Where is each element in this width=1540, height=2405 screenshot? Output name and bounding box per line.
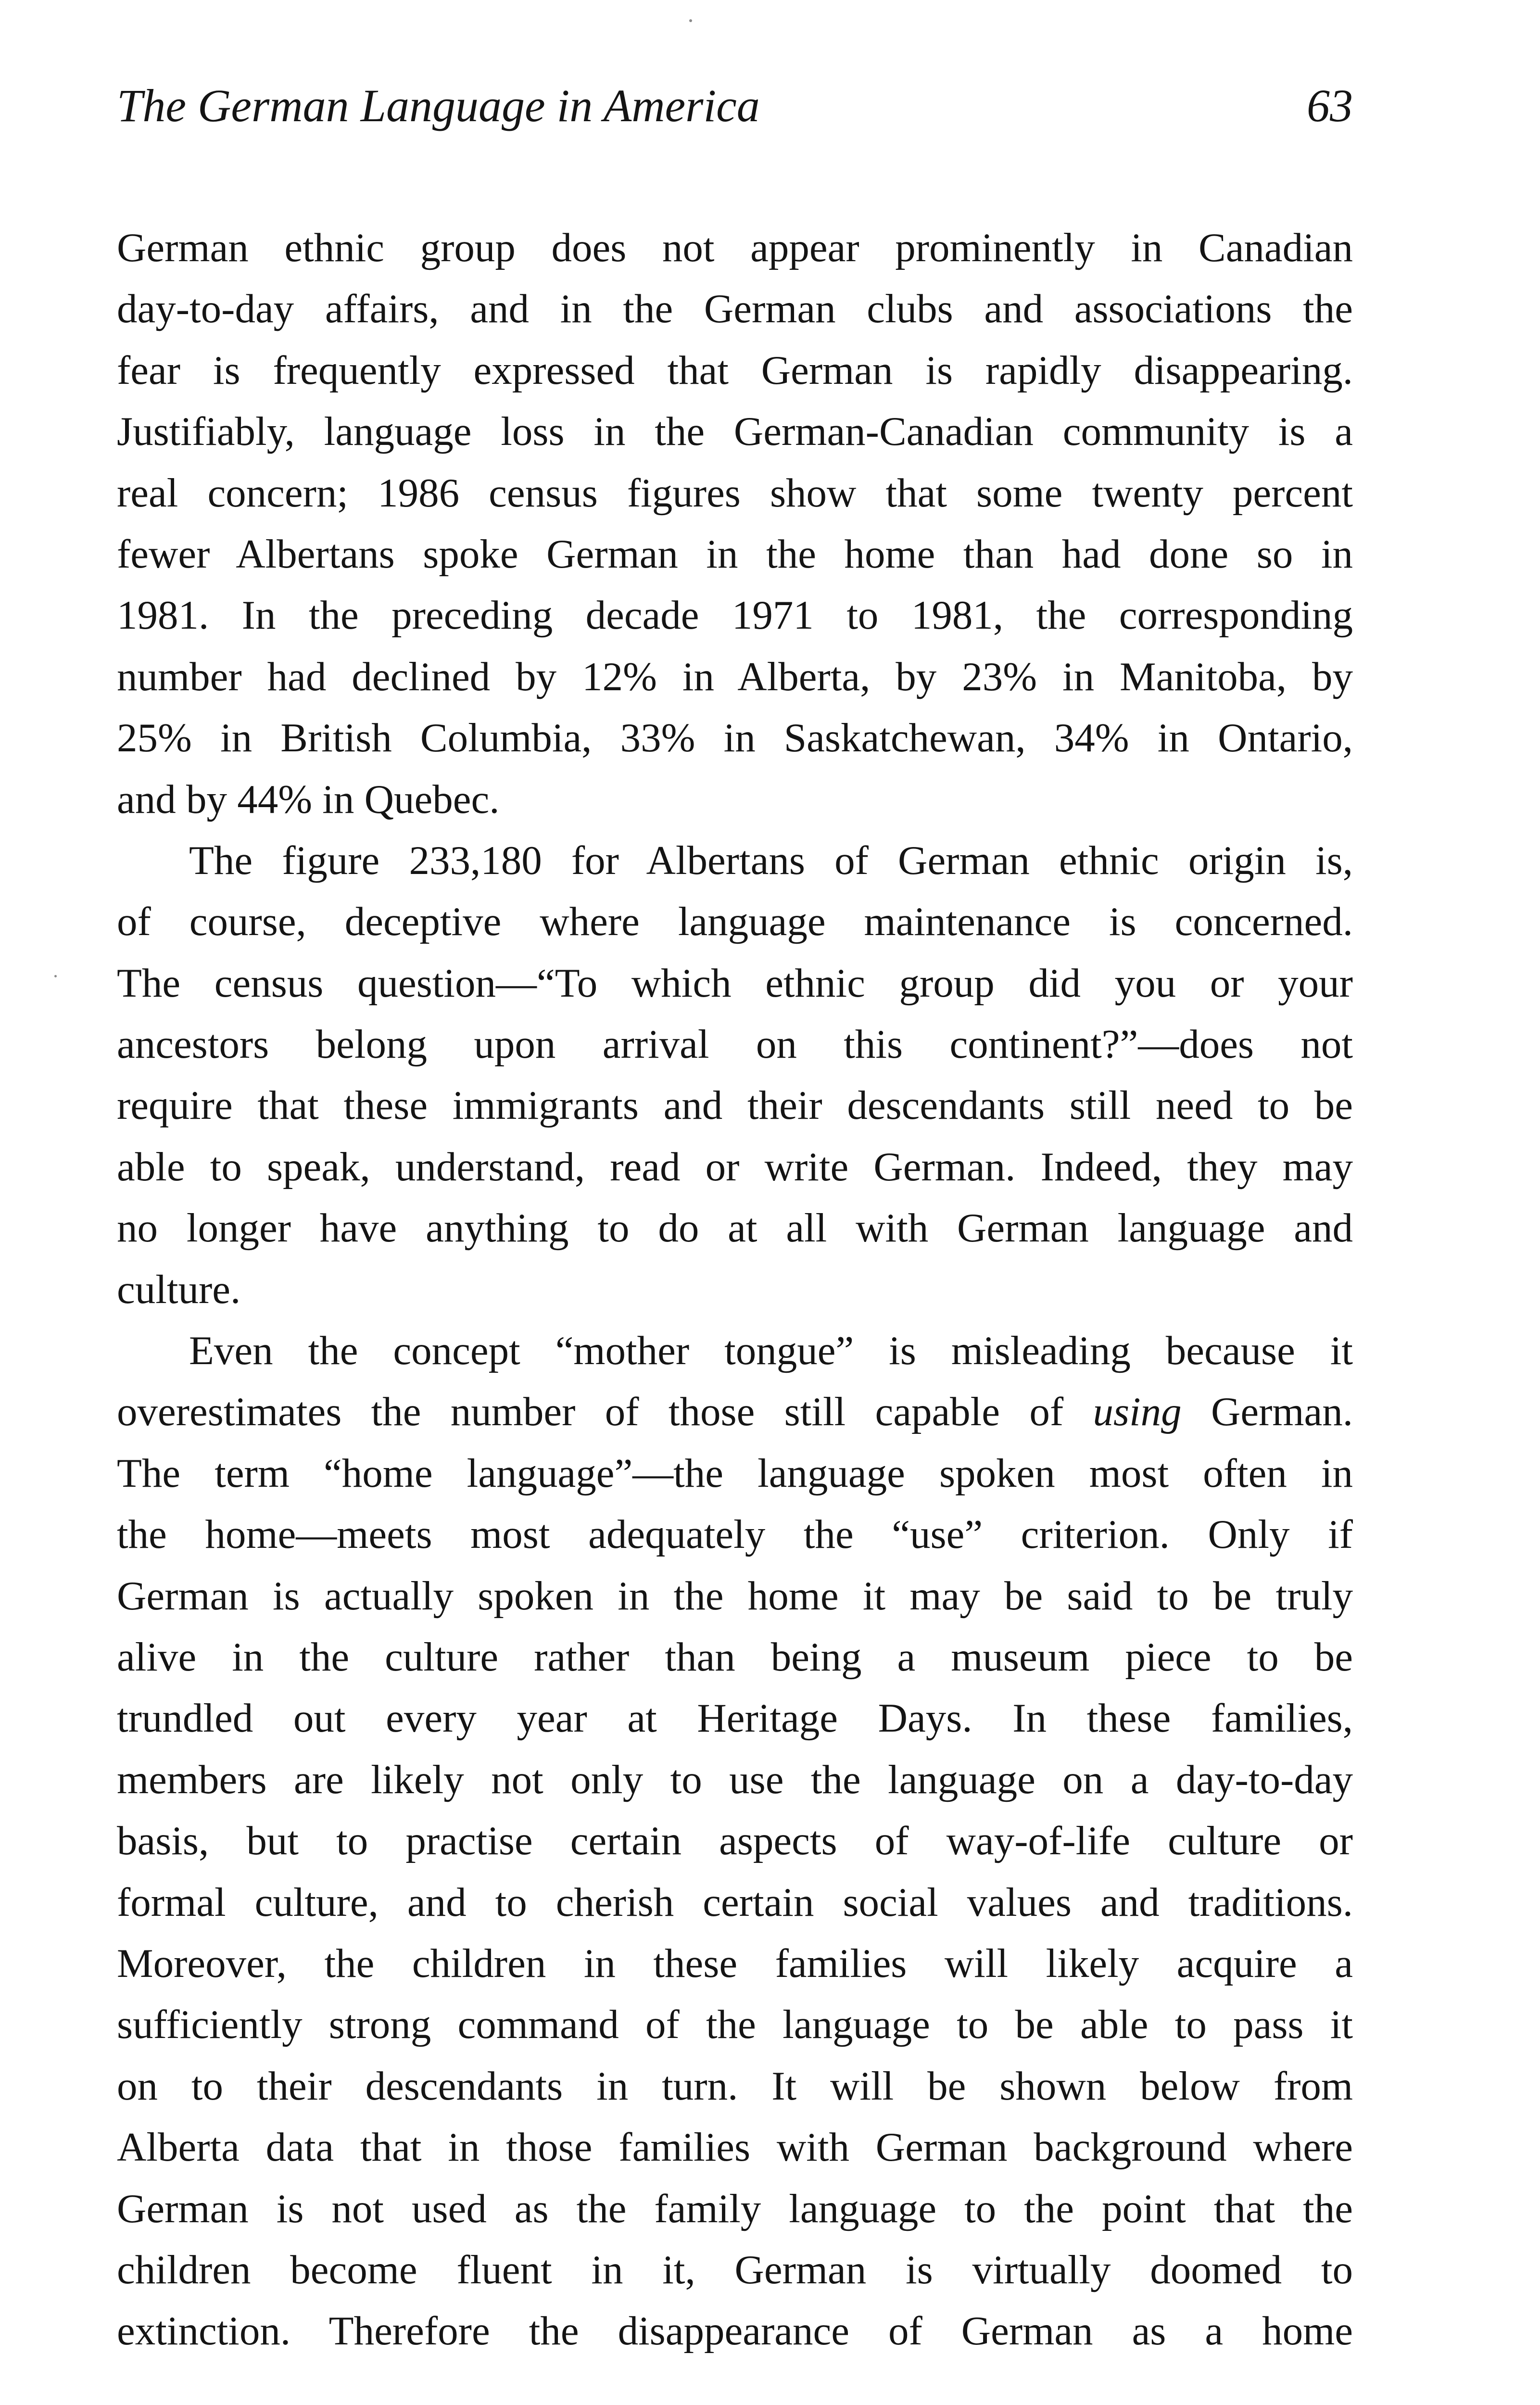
text-line: on to their descendants in turn. It will be shown below from [117, 2063, 1353, 2109]
text-line: children become fluent in it, German is virtually doomed to [117, 2247, 1353, 2292]
paragraph-2 [117, 830, 1353, 1320]
text-line: able to speak, understand, read or write German. Indeed, they may [117, 1144, 1353, 1190]
running-title: The German Language in America [117, 80, 760, 131]
text-line: Justifiably, language loss in the German-Canadian community is a [117, 409, 1353, 455]
text-line: no longer have anything to do at all with German language and [117, 1205, 1353, 1251]
text-line: extinction. Therefore the disappearance of German as a home [117, 2308, 1353, 2354]
text-line: and by 44% in Quebec. [117, 776, 500, 822]
text-line: Moreover, the children in these families will likely acquire a [117, 1940, 1353, 1986]
text-line: German ethnic group does not appear prominently in Canadian [117, 225, 1353, 270]
text-line: require that these immigrants and their descendants still need to be [117, 1083, 1353, 1128]
text-line: culture. [117, 1266, 241, 1312]
text-line: fewer Albertans spoke German in the home than had done so in [117, 531, 1353, 577]
text-line: Alberta data that in those families with German background where [117, 2125, 1353, 2170]
paragraph-1 [117, 217, 1353, 830]
text-line: sufficiently strong command of the language to be able to pass it [117, 2002, 1353, 2048]
paragraph-3 [117, 1320, 1353, 2362]
text-line: trundled out every year at Heritage Days. In these families, [117, 1696, 1353, 1741]
text-line: members are likely not only to use the language on a day-to-day [117, 1757, 1353, 1802]
scan-speck [689, 19, 692, 22]
text-line: Even the concept “mother tongue” is misleading because it [189, 1328, 1353, 1374]
text-line: number had declined by 12% in Alberta, by 23% in Manitoba, by [117, 654, 1353, 699]
text-line: real concern; 1986 census figures show that some twenty percent [117, 470, 1353, 516]
text-line: day-to-day affairs, and in the German clubs and associations the [117, 286, 1353, 332]
text-line: German is not used as the family language to the point that the [117, 2186, 1353, 2231]
text-line: 25% in British Columbia, 33% in Saskatchewan, 34% in Ontario, [117, 715, 1353, 761]
text-line: The term “home language”—the language spoken most often in [117, 1450, 1353, 1496]
text-line: formal culture, and to cherish certain social values and traditions. [117, 1879, 1353, 1925]
text-line: fear is frequently expressed that German is rapidly disappearing. [117, 347, 1353, 393]
running-head [117, 72, 1353, 139]
text-line: the home—meets most adequately the “use” criterion. Only if [117, 1512, 1353, 1557]
text-line: German is actually spoken in the home it may be said to be truly [117, 1573, 1353, 1619]
text-line: basis, but to practise certain aspects of way-of-life culture or [117, 1818, 1353, 1864]
text-line: ancestors belong upon arrival on this continent?”—does not [117, 1022, 1353, 1067]
text-line: The census question—“To which ethnic group did you or your [117, 960, 1353, 1006]
text-line: alive in the culture rather than being a museum piece to be [117, 1634, 1353, 1680]
emphasized-word: using [1093, 1389, 1182, 1435]
text-line: 1981. In the preceding decade 1971 to 1981, the corresponding [117, 593, 1353, 638]
text-line: of course, deceptive where language maintenance is concerned. [117, 899, 1353, 945]
scan-speck [54, 975, 57, 977]
text-line: The figure 233,180 for Albertans of German ethnic origin is, [189, 837, 1353, 883]
body-text [117, 217, 1353, 2362]
text-segment: overestimates the number of those still capable of [117, 1389, 1093, 1435]
text-segment: German. [1181, 1389, 1353, 1435]
text-line-with-emphasis [117, 1381, 1353, 1443]
page-number: 63 [1307, 80, 1353, 131]
